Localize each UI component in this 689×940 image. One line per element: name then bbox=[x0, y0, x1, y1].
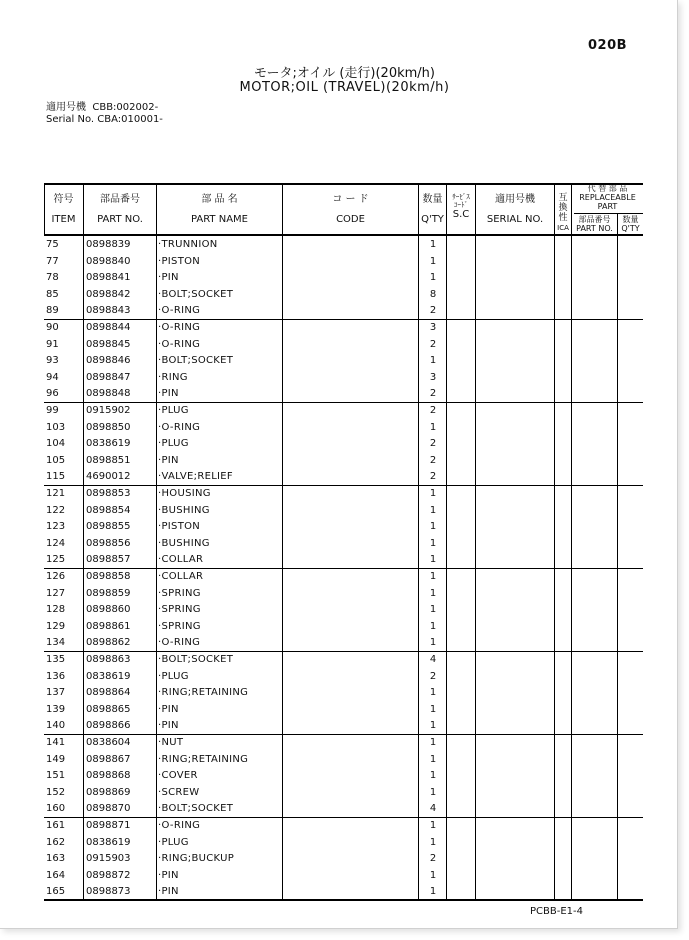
row-qty: 2 bbox=[429, 853, 437, 865]
row-part-no: 0898845 bbox=[86, 338, 131, 350]
row-item: 103 bbox=[46, 421, 66, 433]
row-part-name: ·COLLAR bbox=[158, 571, 204, 582]
row-part-name: ·PLUG bbox=[158, 836, 189, 848]
row-part-no: 0898843 bbox=[86, 305, 131, 317]
row-part-name: ·HOUSING bbox=[158, 488, 211, 499]
header-name-jp: 部 品 名 bbox=[201, 194, 238, 205]
row-item: 135 bbox=[46, 654, 66, 665]
header-name-en: PART NAME bbox=[190, 214, 248, 225]
row-part-name: ·O-RING bbox=[158, 421, 201, 433]
row-item: 93 bbox=[46, 355, 59, 367]
row-part-name: ·COLLAR bbox=[158, 554, 204, 566]
row-part-name: ·BOLT;SOCKET bbox=[158, 288, 234, 300]
row-part-name: ·PIN bbox=[158, 388, 179, 400]
table-row bbox=[44, 618, 643, 635]
row-part-name: ·PIN bbox=[158, 720, 179, 732]
row-part-name: ·PLUG bbox=[158, 438, 189, 450]
header-name bbox=[157, 194, 282, 226]
row-part-no: 0898868 bbox=[86, 770, 131, 782]
row-qty: 1 bbox=[429, 770, 437, 782]
table-row bbox=[44, 518, 643, 535]
table-row bbox=[44, 319, 643, 336]
row-part-no: 0898858 bbox=[86, 571, 131, 582]
title-english: MOTOR;OIL (TRAVEL)(20km/h) bbox=[239, 80, 450, 95]
footer-code: PCBB-E1-4 bbox=[530, 906, 583, 917]
row-part-name: ·PIN bbox=[158, 272, 179, 284]
row-part-no: 0898848 bbox=[86, 388, 131, 400]
table-row bbox=[44, 601, 643, 618]
header-sc-en: S.C bbox=[452, 209, 470, 220]
row-qty: 1 bbox=[429, 620, 437, 632]
serial-info bbox=[46, 102, 163, 126]
header-rep-part-jp: 部品番号 bbox=[578, 215, 611, 224]
row-qty: 1 bbox=[429, 504, 437, 516]
table-row bbox=[44, 634, 643, 651]
row-item: 137 bbox=[46, 687, 66, 699]
header-rep-qty-jp: 数量 bbox=[622, 215, 639, 224]
row-item: 160 bbox=[46, 803, 66, 815]
row-qty: 1 bbox=[429, 687, 437, 699]
row-part-no: 0898839 bbox=[86, 239, 131, 250]
row-part-no: 0898847 bbox=[86, 371, 131, 383]
row-item: 91 bbox=[46, 338, 59, 350]
row-part-name: ·VALVE;RELIEF bbox=[158, 471, 233, 483]
table-row bbox=[44, 369, 643, 386]
table-row bbox=[44, 551, 643, 568]
row-part-name: ·RING;BUCKUP bbox=[158, 853, 235, 865]
row-part-no: 0898851 bbox=[86, 454, 131, 466]
row-part-no: 0898870 bbox=[86, 803, 131, 815]
row-item: 78 bbox=[46, 272, 59, 284]
row-part-name: ·NUT bbox=[158, 737, 184, 748]
row-qty: 2 bbox=[429, 305, 437, 317]
serial-line-2: Serial No. CBA:010001- bbox=[46, 114, 163, 125]
table-row bbox=[44, 651, 643, 668]
row-part-no: 0898863 bbox=[86, 654, 131, 665]
row-part-no: 0898873 bbox=[86, 886, 131, 898]
row-part-name: ·SPRING bbox=[158, 604, 201, 616]
row-qty: 1 bbox=[429, 820, 437, 831]
row-part-no: 0898864 bbox=[86, 687, 131, 699]
header-rep-en2: PART bbox=[597, 202, 618, 211]
header-qty-jp: 数量 bbox=[422, 194, 443, 205]
table-row bbox=[44, 734, 643, 751]
row-part-name: ·O-RING bbox=[158, 322, 201, 333]
row-part-name: ·O-RING bbox=[158, 820, 201, 831]
table-row bbox=[44, 800, 643, 817]
row-qty: 2 bbox=[429, 670, 437, 682]
table-row bbox=[44, 336, 643, 353]
row-part-name: ·PISTON bbox=[158, 255, 201, 267]
table-row bbox=[44, 568, 643, 585]
table-row bbox=[44, 701, 643, 718]
row-item: 75 bbox=[46, 239, 59, 250]
parts-table bbox=[44, 183, 643, 901]
table-row bbox=[44, 253, 643, 270]
row-qty: 1 bbox=[429, 571, 437, 582]
header-rep-jp: 代 替 部 品 bbox=[587, 184, 628, 193]
header-serial bbox=[476, 194, 554, 226]
row-item: 121 bbox=[46, 488, 66, 499]
row-item: 134 bbox=[46, 637, 66, 649]
row-item: 105 bbox=[46, 454, 66, 466]
row-part-name: ·BUSHING bbox=[158, 504, 210, 516]
row-qty: 1 bbox=[429, 554, 437, 566]
row-item: 128 bbox=[46, 604, 66, 616]
row-part-no: 0898865 bbox=[86, 703, 131, 715]
row-qty: 1 bbox=[429, 421, 437, 433]
header-item-jp: 符号 bbox=[53, 194, 74, 205]
row-qty: 1 bbox=[429, 272, 437, 284]
row-part-name: ·O-RING bbox=[158, 338, 201, 350]
table-row bbox=[44, 751, 643, 768]
header-sc bbox=[447, 193, 475, 221]
table-row bbox=[44, 435, 643, 452]
row-item: 99 bbox=[46, 405, 59, 416]
row-item: 124 bbox=[46, 537, 66, 549]
row-qty: 1 bbox=[429, 587, 437, 599]
row-part-no: 0898869 bbox=[86, 786, 131, 798]
header-serial-jp: 適用号機 bbox=[495, 194, 535, 205]
row-part-no: 0898853 bbox=[86, 488, 131, 499]
row-qty: 1 bbox=[429, 488, 437, 499]
row-qty: 1 bbox=[429, 604, 437, 616]
row-part-name: ·PIN bbox=[158, 703, 179, 715]
table-row bbox=[44, 236, 643, 253]
row-part-name: ·BOLT;SOCKET bbox=[158, 355, 234, 367]
row-item: 115 bbox=[46, 471, 66, 483]
row-item: 151 bbox=[46, 770, 66, 782]
header-rep-en1: REPLACEABLE bbox=[579, 193, 636, 202]
row-part-name: ·COVER bbox=[158, 770, 198, 782]
row-part-no: 0898846 bbox=[86, 355, 131, 367]
table-row bbox=[44, 419, 643, 436]
row-item: 77 bbox=[46, 255, 59, 267]
row-item: 123 bbox=[46, 521, 66, 533]
row-item: 90 bbox=[46, 322, 59, 333]
table-row bbox=[44, 668, 643, 685]
row-part-name: ·O-RING bbox=[158, 637, 201, 649]
row-part-name: ·PIN bbox=[158, 869, 179, 881]
row-item: 162 bbox=[46, 836, 66, 848]
row-item: 129 bbox=[46, 620, 66, 632]
row-qty: 3 bbox=[429, 322, 437, 333]
row-part-name: ·TRUNNION bbox=[158, 239, 218, 250]
row-part-no: 0898867 bbox=[86, 753, 131, 765]
table-row bbox=[44, 535, 643, 552]
row-item: 164 bbox=[46, 869, 66, 881]
header-code-en: CODE bbox=[336, 214, 365, 225]
row-qty: 8 bbox=[429, 288, 437, 300]
table-row bbox=[44, 817, 643, 834]
header-rep-qty bbox=[618, 215, 643, 233]
row-qty: 4 bbox=[429, 654, 437, 665]
table-row bbox=[44, 883, 643, 900]
table-row bbox=[44, 485, 643, 502]
row-part-name: ·RING bbox=[158, 371, 188, 383]
row-part-name: ·PISTON bbox=[158, 521, 201, 533]
row-part-no: 0838619 bbox=[86, 438, 131, 450]
row-part-no: 0898860 bbox=[86, 604, 131, 616]
table-row bbox=[44, 784, 643, 801]
row-qty: 1 bbox=[429, 255, 437, 267]
row-part-name: ·SPRING bbox=[158, 620, 201, 632]
row-item: 152 bbox=[46, 786, 66, 798]
row-part-no: 0898840 bbox=[86, 255, 131, 267]
table-row bbox=[44, 385, 643, 402]
header-part-jp: 部品番号 bbox=[100, 194, 140, 205]
row-qty: 2 bbox=[429, 338, 437, 350]
row-item: 89 bbox=[46, 305, 59, 317]
header-qty bbox=[419, 194, 446, 226]
row-part-name: ·BOLT;SOCKET bbox=[158, 803, 234, 815]
row-qty: 2 bbox=[429, 438, 437, 450]
header-part-en: PART NO. bbox=[97, 214, 143, 225]
row-part-no: 0898862 bbox=[86, 637, 131, 649]
row-part-no: 0898854 bbox=[86, 504, 131, 516]
row-qty: 2 bbox=[429, 388, 437, 400]
row-item: 140 bbox=[46, 720, 66, 732]
row-part-no: 0898866 bbox=[86, 720, 131, 732]
table-row bbox=[44, 717, 643, 734]
row-part-name: ·SPRING bbox=[158, 587, 201, 599]
table-row bbox=[44, 352, 643, 369]
table-row bbox=[44, 452, 643, 469]
row-part-no: 0898857 bbox=[86, 554, 131, 566]
row-item: 85 bbox=[46, 288, 59, 300]
row-part-name: ·SCREW bbox=[158, 786, 200, 798]
header-replaceable bbox=[572, 184, 643, 211]
header-rep-qty-en: Q'TY bbox=[621, 224, 640, 233]
row-part-no: 0898841 bbox=[86, 272, 131, 284]
table-row bbox=[44, 302, 643, 319]
row-item: 161 bbox=[46, 820, 66, 831]
table-row bbox=[44, 402, 643, 419]
row-item: 165 bbox=[46, 886, 66, 898]
header-serial-en: SERIAL NO. bbox=[486, 214, 544, 225]
table-row bbox=[44, 867, 643, 884]
table-row bbox=[44, 468, 643, 485]
row-part-name: ·BUSHING bbox=[158, 537, 210, 549]
row-part-name: ·PIN bbox=[158, 454, 179, 466]
row-part-name: ·RING;RETAINING bbox=[158, 687, 249, 699]
header-rep-part-en: PART NO. bbox=[576, 224, 613, 233]
row-item: 139 bbox=[46, 703, 66, 715]
header-part bbox=[84, 194, 156, 226]
row-qty: 1 bbox=[429, 786, 437, 798]
row-part-no: 0915903 bbox=[86, 853, 131, 865]
row-qty: 1 bbox=[429, 869, 437, 881]
row-part-no: 4690012 bbox=[86, 471, 131, 483]
header-item bbox=[44, 194, 83, 226]
row-part-no: 0898861 bbox=[86, 620, 131, 632]
header-code-jp: コ ー ド bbox=[332, 194, 369, 205]
row-item: 149 bbox=[46, 753, 66, 765]
row-part-no: 0898842 bbox=[86, 288, 131, 300]
row-part-name: ·PLUG bbox=[158, 670, 189, 682]
table-row bbox=[44, 585, 643, 602]
title-japanese: モータ;オイル (走行)(20km/h) bbox=[254, 66, 435, 81]
header-qty-en: Q'TY bbox=[421, 214, 444, 225]
row-qty: 4 bbox=[429, 803, 437, 815]
table-row bbox=[44, 502, 643, 519]
row-item: 126 bbox=[46, 571, 66, 582]
row-part-name: ·PIN bbox=[158, 886, 179, 898]
table-row bbox=[44, 834, 643, 851]
row-qty: 1 bbox=[429, 703, 437, 715]
row-part-no: 0898871 bbox=[86, 820, 131, 831]
header-item-en: ITEM bbox=[51, 214, 76, 225]
row-qty: 1 bbox=[429, 537, 437, 549]
row-qty: 2 bbox=[429, 405, 437, 416]
row-part-no: 0838619 bbox=[86, 836, 131, 848]
row-item: 96 bbox=[46, 388, 59, 400]
header-rep-part bbox=[572, 215, 617, 233]
row-qty: 1 bbox=[429, 737, 437, 748]
header-ica bbox=[555, 193, 571, 233]
row-item: 127 bbox=[46, 587, 66, 599]
header-sc-jp2: ｺｰﾄﾞ bbox=[454, 201, 468, 209]
row-part-no: 0838619 bbox=[86, 670, 131, 682]
row-part-name: ·RING;RETAINING bbox=[158, 753, 249, 765]
row-item: 104 bbox=[46, 438, 66, 450]
table-row bbox=[44, 767, 643, 784]
row-qty: 1 bbox=[429, 720, 437, 732]
header-ica-2: 換 bbox=[558, 203, 568, 213]
row-part-name: ·O-RING bbox=[158, 305, 201, 317]
row-part-no: 0915902 bbox=[86, 405, 131, 416]
row-item: 163 bbox=[46, 853, 66, 865]
row-item: 136 bbox=[46, 670, 66, 682]
row-part-name: ·PLUG bbox=[158, 405, 189, 416]
header-ica-4: ICA bbox=[557, 224, 569, 232]
table-row bbox=[44, 269, 643, 286]
row-part-no: 0838604 bbox=[86, 737, 131, 748]
table-row bbox=[44, 286, 643, 303]
row-part-no: 0898859 bbox=[86, 587, 131, 599]
row-part-name: ·BOLT;SOCKET bbox=[158, 654, 234, 665]
row-part-no: 0898872 bbox=[86, 869, 131, 881]
table-row bbox=[44, 850, 643, 867]
row-part-no: 0898850 bbox=[86, 421, 131, 433]
row-item: 122 bbox=[46, 504, 66, 516]
row-qty: 1 bbox=[429, 355, 437, 367]
row-item: 125 bbox=[46, 554, 66, 566]
row-qty: 1 bbox=[429, 836, 437, 848]
row-qty: 1 bbox=[429, 753, 437, 765]
header-ica-1: 互 bbox=[558, 193, 568, 203]
row-part-no: 0898844 bbox=[86, 322, 131, 333]
row-qty: 2 bbox=[429, 471, 437, 483]
row-qty: 1 bbox=[429, 886, 437, 898]
row-qty: 1 bbox=[429, 239, 437, 250]
row-qty: 3 bbox=[429, 371, 437, 383]
header-ica-3: 性 bbox=[558, 213, 568, 223]
replaceable-sub-rule bbox=[574, 213, 643, 214]
page-number: 020B bbox=[588, 38, 628, 53]
header-sc-jp1: ｻｰﾋﾞｽ bbox=[452, 193, 470, 201]
header-code bbox=[283, 194, 418, 226]
row-part-no: 0898855 bbox=[86, 521, 131, 533]
serial-line-1: 適用号機 CBB:002002- bbox=[46, 102, 159, 113]
row-qty: 1 bbox=[429, 521, 437, 533]
row-part-no: 0898856 bbox=[86, 537, 131, 549]
row-item: 94 bbox=[46, 371, 59, 383]
table-row bbox=[44, 684, 643, 701]
row-qty: 2 bbox=[429, 454, 437, 466]
row-item: 141 bbox=[46, 737, 66, 748]
row-qty: 1 bbox=[429, 637, 437, 649]
